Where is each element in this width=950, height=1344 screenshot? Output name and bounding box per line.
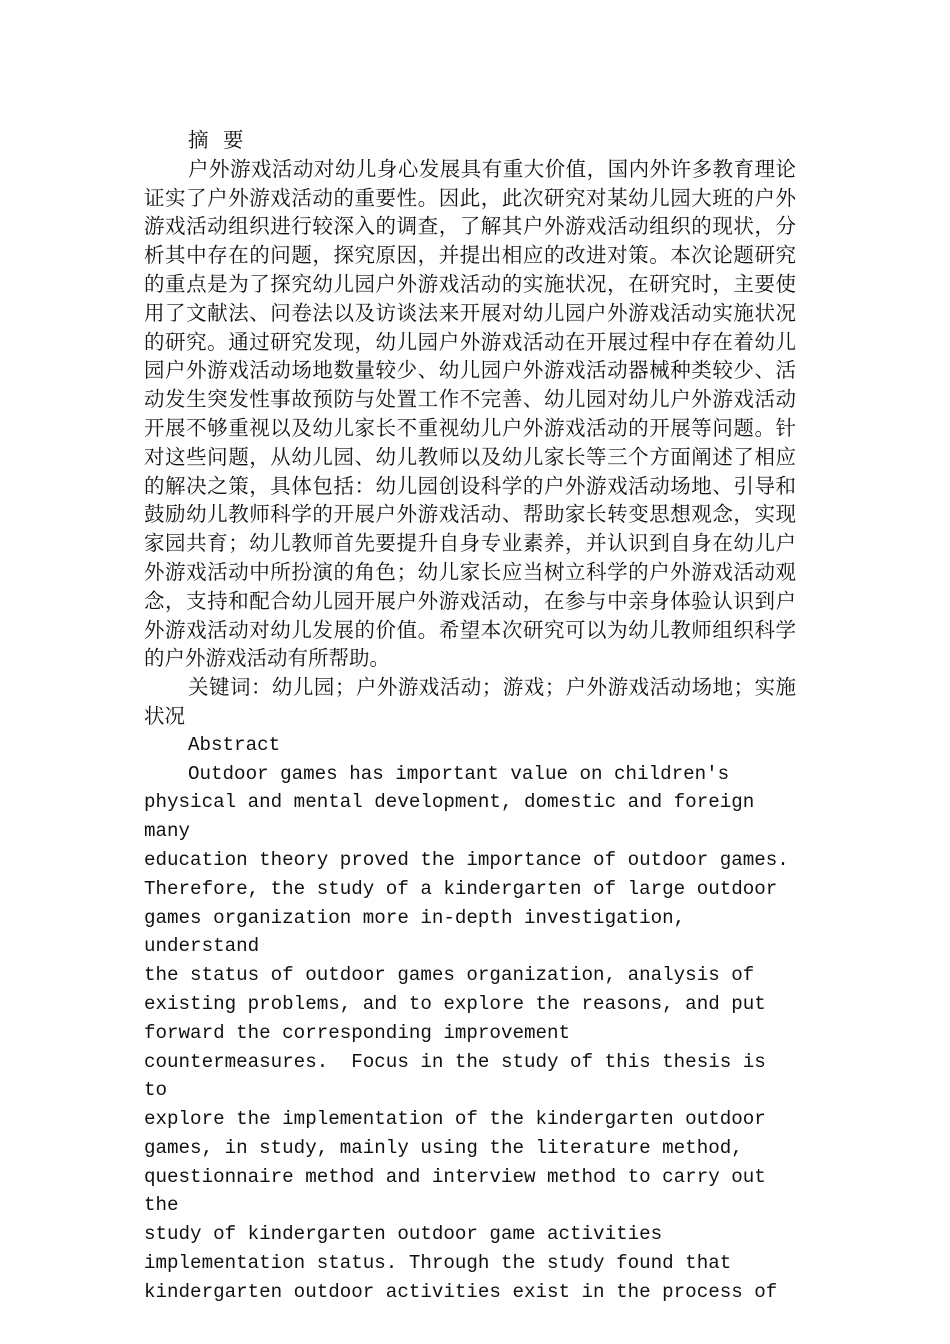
en-abstract-line: kindergarten outdoor activities exist in the process of — [144, 1280, 778, 1303]
en-abstract-line: games organization more in-depth investigation, understand — [144, 906, 697, 958]
en-abstract-line: education theory proved the importance of outdoor games. — [144, 848, 789, 871]
en-abstract-line: Outdoor games has important value on children's — [188, 762, 730, 785]
cn-keywords: 关键词：幼儿园；户外游戏活动；游戏；户外游戏活动场地；实施状况 — [144, 675, 796, 728]
en-abstract-line: physical and mental development, domestic and foreign many — [144, 791, 766, 843]
en-abstract-line: implementation status. Through the study found that — [144, 1252, 732, 1275]
en-abstract-line: existing problems, and to explore the reasons, and put — [144, 992, 766, 1015]
en-abstract-body — [144, 760, 796, 1307]
en-abstract-line: the status of outdoor games organization, analysis of — [144, 964, 755, 987]
en-abstract-line: questionnaire method and interview method to carry out the — [144, 1165, 778, 1217]
page-content — [144, 126, 796, 1307]
en-abstract-line: forward the corresponding improvement — [144, 1021, 571, 1044]
en-abstract-line: countermeasures. Focus in the study of this thesis is to — [144, 1050, 778, 1102]
en-abstract-line: Therefore, the study of a kindergarten of large outdoor — [144, 877, 778, 900]
cn-abstract-body: 户外游戏活动对幼儿身心发展具有重大价值，国内外许多教育理论证实了户外游戏活动的重要性。因此，此次研究对某幼儿园大班的户外游戏活动组织进行较深入的调查，了解其户外游戏活动组织的现状，分析其中存在的问题，探究原因，并提出相应的改进对策。本次论题研究的重点是为了探究幼儿园户外游戏活动的实施状况，在研究时，主要使用了文献法、问卷法以及访谈法来开展对幼儿园户外游戏活动实施状况的研究。通过研究发现，幼儿园户外游戏活动在开展过程中存在着幼儿园户外游戏活动场地数量较少、幼儿园户外游戏活动器械种类较少、活动发生突发性事故预防与处置工作不完善、幼儿园对幼儿户外游戏活动开展不够重视以及幼儿家长不重视幼儿户外游戏活动的开展等问题。针对这些问题，从幼儿园、幼儿教师以及幼儿家长等三个方面阐述了相应的解决之策，具体包括：幼儿园创设科学的户外游戏活动场地、引导和鼓励幼儿教师科学的开展户外游戏活动、帮助家长转变思想观念，实现家园共育；幼儿教师首先要提升自身专业素养，并认识到自身在幼儿户外游戏活动中所扮演的角色；幼儿家长应当树立科学的户外游戏活动观念，支持和配合幼儿园开展户外游戏活动，在参与中亲身体验认识到户外游戏活动对幼儿发展的价值。希望本次研究可以为幼儿教师组织科学的户外游戏活动有所帮助。 — [144, 156, 796, 671]
en-abstract-heading: Abstract — [188, 733, 281, 756]
en-abstract-line: study of kindergarten outdoor game activities — [144, 1223, 663, 1246]
en-abstract-line: games, in study, mainly using the literature method, — [144, 1136, 743, 1159]
en-abstract-line: explore the implementation of the kindergarten outdoor — [144, 1108, 766, 1131]
cn-abstract-heading: 摘 要 — [188, 128, 248, 152]
